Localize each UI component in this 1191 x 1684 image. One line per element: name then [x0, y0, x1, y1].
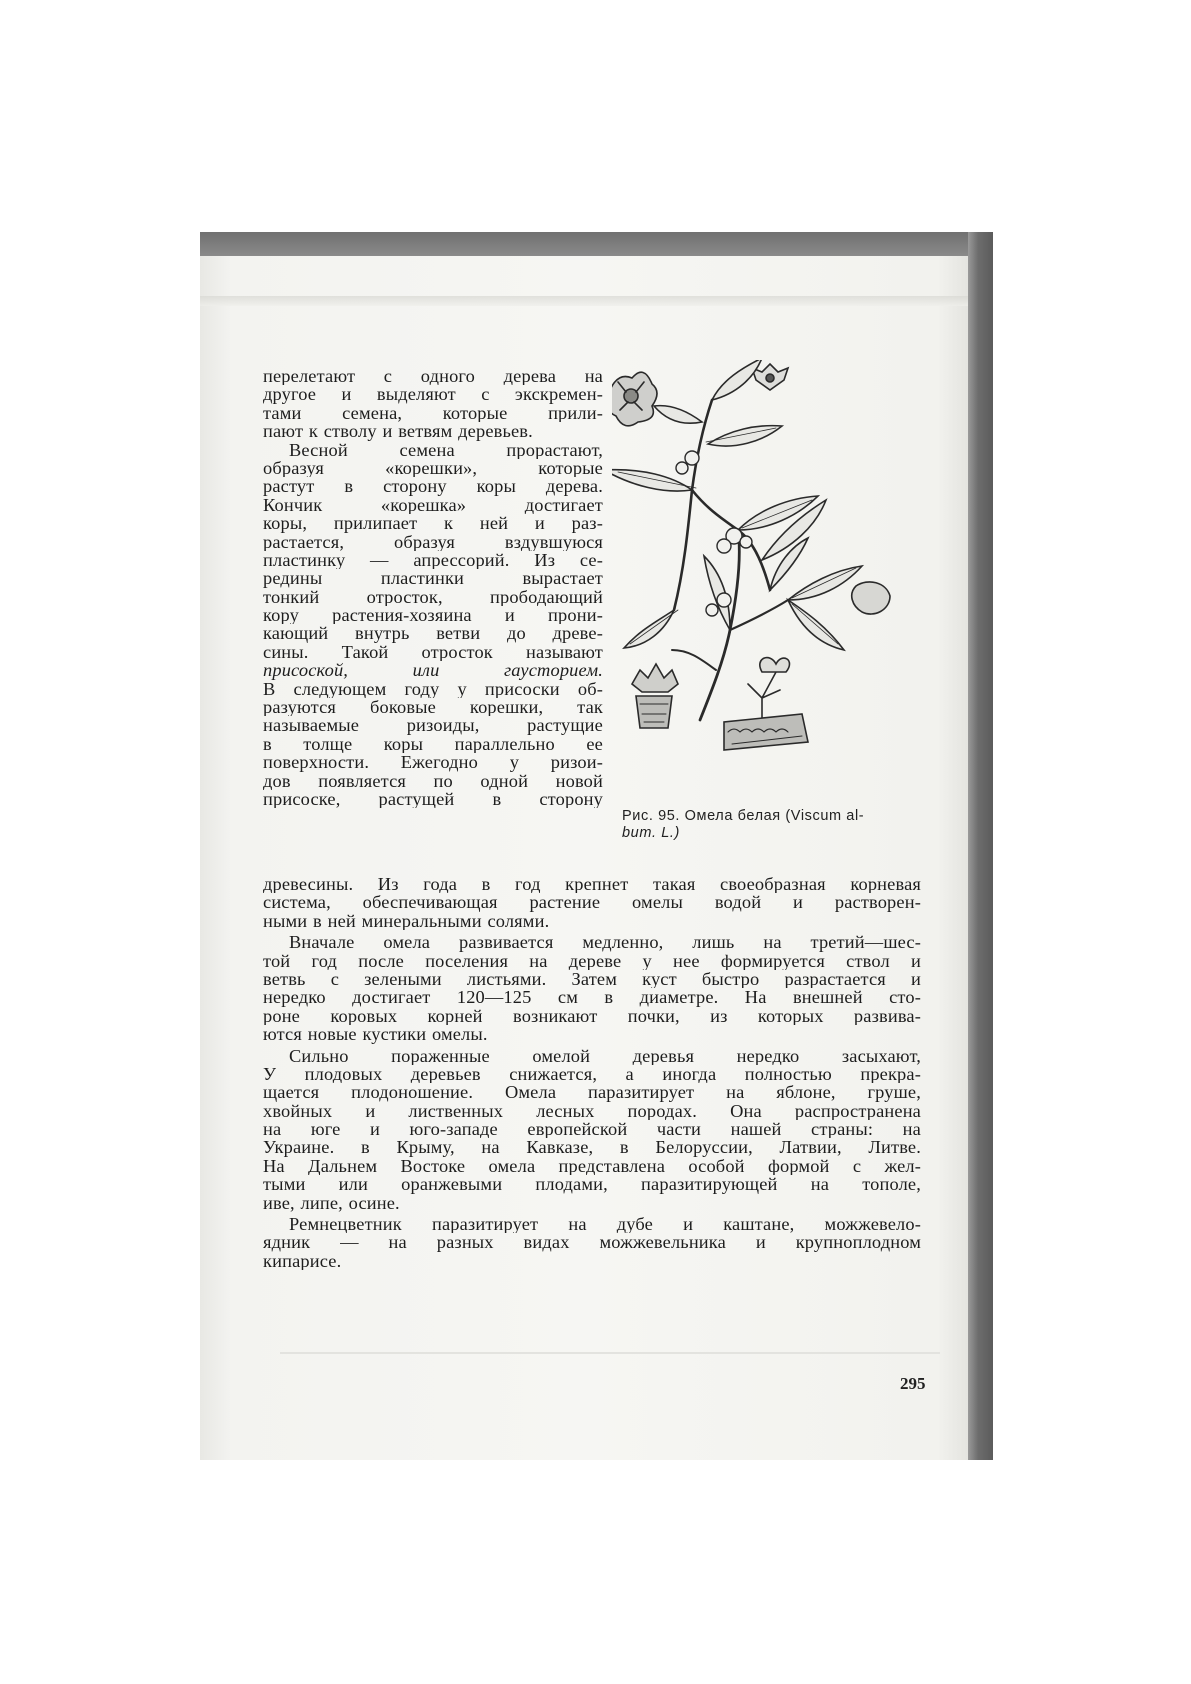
text-line: На Дальнем Востоке омела представлена особой формой с жел- [263, 1156, 921, 1176]
text-line: В следующем году у присоски об- [263, 679, 603, 699]
figure-caption [622, 808, 912, 842]
text-line: ются новые кустики омелы. [263, 1025, 488, 1044]
text-line: кору растения-хозяина и прони- [263, 606, 603, 625]
text-line: щается плодоношение. Омела паразитирует на яблоне, груше, [263, 1083, 921, 1102]
text-line: поверхности. Ежегодно у ризои- [263, 753, 603, 772]
text-line: Кончик «корешка» достигает [263, 495, 603, 515]
paragraph-5 [263, 1047, 921, 1213]
text-line: Ремнецветник паразитирует на дубе и каштане, можжевело- [289, 1215, 921, 1234]
paragraph-1 [263, 367, 603, 441]
text-line: Украине. в Крыму, на Кавказе, в Белоруссии, Латвии, Литве. [263, 1138, 921, 1157]
paragraph-2 [263, 441, 603, 809]
text-line: другое и выделяют с экскремен- [263, 385, 603, 404]
seed-detail [852, 582, 890, 614]
full-text-column [263, 875, 921, 1270]
text-line: ными в ней минеральными солями. [263, 911, 550, 931]
text-line: древесины. Из года в год крепнет такая своеобразная корневая [263, 875, 921, 894]
paragraph-3 [263, 875, 921, 930]
haustorium-section [724, 658, 808, 750]
caption-line-2: bum. L.) [622, 825, 680, 841]
text-line: называемые ризоиды, растущие [263, 716, 603, 735]
text-line: Сильно пораженные омелой деревья нередко засыхают, [289, 1046, 921, 1065]
text-line: Весной семена прорастают, [289, 440, 603, 459]
text-line: растут в сторону коры дерева. [263, 477, 603, 496]
text-line-with-italic [263, 551, 603, 569]
text-line: кающий внутрь ветви до древе- [263, 624, 603, 643]
text-line: нередко достигает 120—125 см в диаметре. На внешней сто- [263, 988, 921, 1007]
text-line: тами семена, которые прили- [263, 403, 603, 423]
text-line: присоске, растущей в сторону [263, 789, 603, 809]
flower-detail-left [612, 372, 657, 426]
italic-line-text: пластинку — апрессорий. Из се- [263, 550, 603, 570]
text-line: образуя «корешки», которые [263, 458, 603, 478]
flower-section-left [632, 664, 678, 728]
text-line: У плодовых деревьев снижается, а иногда полностью прекра- [263, 1064, 921, 1084]
text-line: ядник — на разных видах можжевельника и крупноплодном [263, 1233, 921, 1252]
text-line: пают к стволу и ветвям деревьев. [263, 422, 533, 441]
text-line: хвойных и лиственных лесных породах. Она распространена [263, 1101, 921, 1121]
bleed-through-line [280, 1352, 940, 1354]
paragraph-6 [263, 1215, 921, 1270]
text-line: перелетают с одного дерева на [263, 367, 603, 386]
mistletoe-illustration [612, 360, 912, 800]
text-line: редины пластинки вырастает [263, 569, 603, 588]
text-line: система, обеспечивающая растение омелы водой и растворен- [263, 893, 921, 912]
scan-book-edge [968, 232, 993, 1460]
text-line: ветвь с зелеными листьями. Затем куст быстро разрастается и [263, 969, 921, 989]
text-line: Вначале омела развивается медленно, лишь на третий—шес- [289, 933, 921, 952]
paragraph-4 [263, 933, 921, 1043]
mistletoe-drawing [612, 360, 912, 800]
text-line: в толще коры параллельно ее [263, 734, 603, 754]
text-line: разуются боковые корешки, так [263, 698, 603, 717]
caption-line-1: Рис. 95. Омела белая (Viscum al- [622, 808, 865, 824]
text-line: кипарисе. [263, 1251, 342, 1271]
page-top-edge [200, 296, 968, 306]
page-number: 295 [900, 1374, 926, 1393]
text-line: той год после поселения на дереве у нее формируется ствол и [263, 951, 921, 970]
text-line: роне коровых корней возникают почки, из которых развива- [263, 1006, 921, 1026]
text-line: тонкий отросток, прободающий [263, 587, 603, 607]
narrow-text-column [263, 367, 603, 808]
text-line: присоской, или гаусторием. [263, 661, 603, 680]
scan-top-shadow [200, 232, 993, 256]
text-line: сины. Такой отросток называют [263, 642, 603, 662]
text-line: дов появляется по одной новой [263, 771, 603, 790]
text-line: растается, образуя вздувшуюся [263, 532, 603, 551]
text-line: на юге и юго-западе европейской части нашей страны: на [263, 1120, 921, 1139]
text-line: иве, липе, осине. [263, 1193, 400, 1213]
text-line: тыми или оранжевыми плодами, паразитирующей на тополе, [263, 1175, 921, 1194]
text-line: коры, прилипает к ней и раз- [263, 514, 603, 533]
